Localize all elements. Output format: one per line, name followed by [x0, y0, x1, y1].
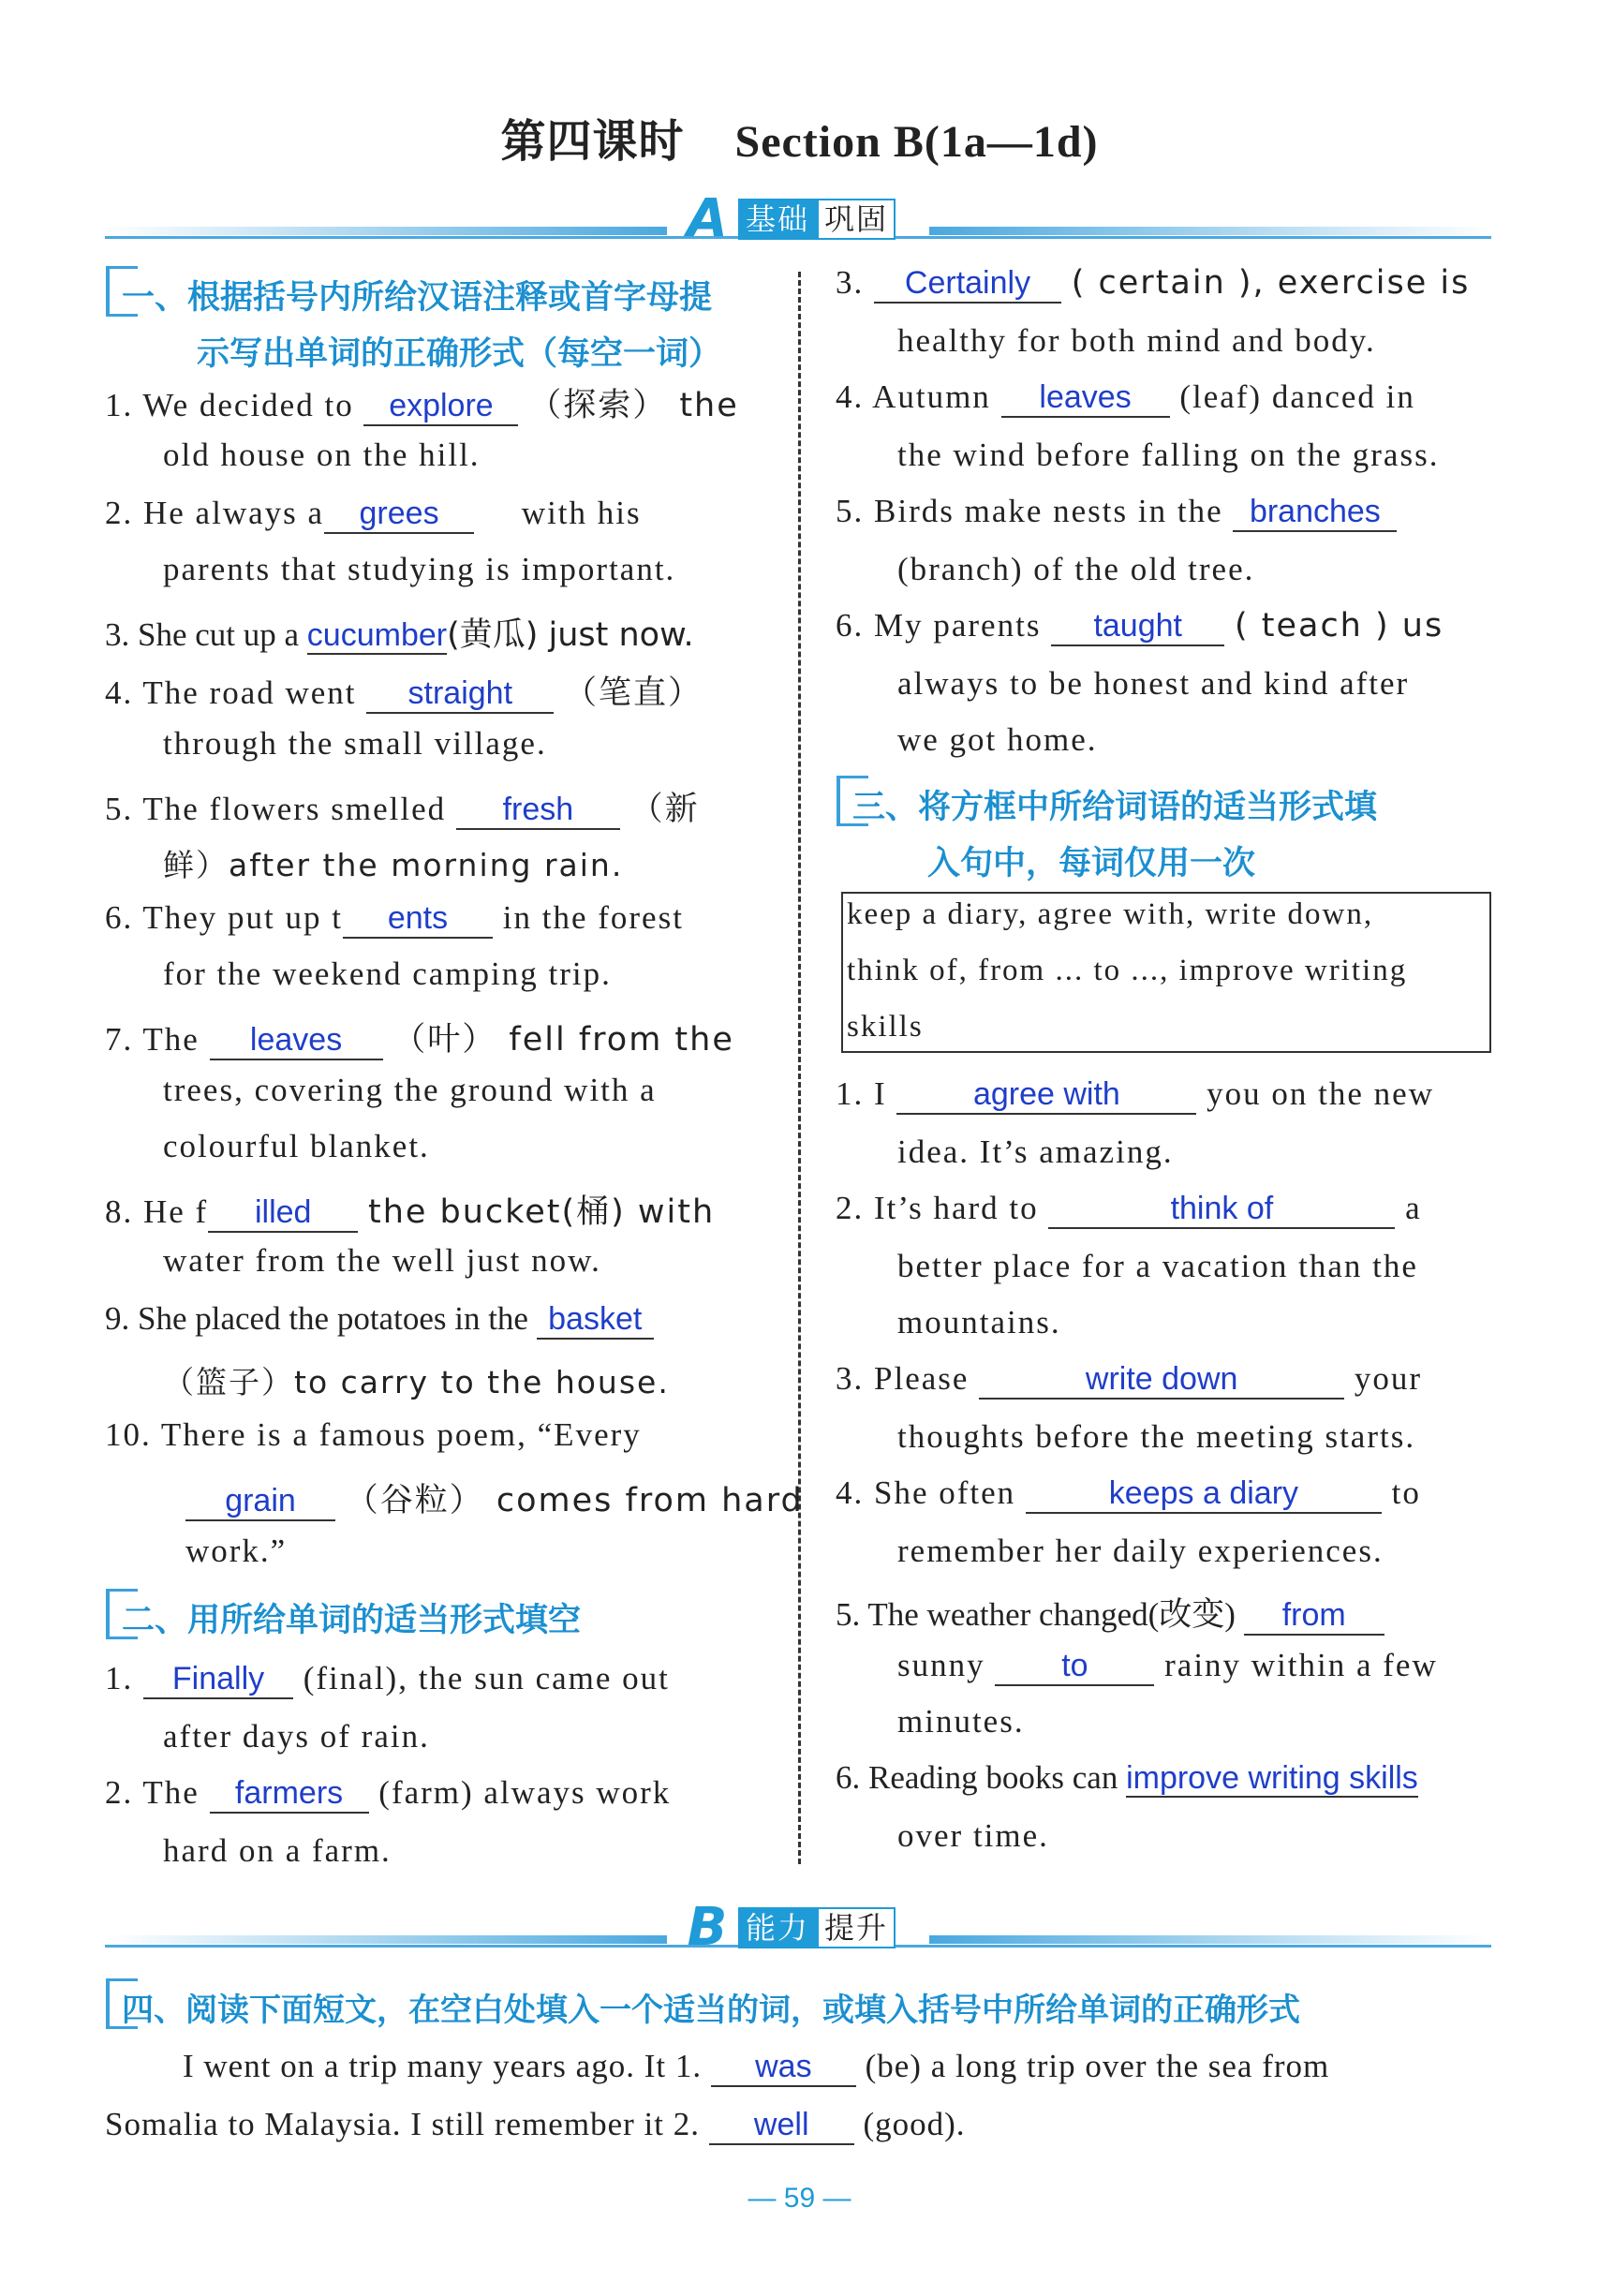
q3-5-cont: sunny to rainy within a few: [897, 1647, 1438, 1686]
q3-5-cont2: minutes.: [897, 1703, 1025, 1740]
q3-2-cont2: mountains.: [897, 1304, 1061, 1341]
band-b-label1: 能力: [738, 1907, 817, 1948]
q2-6-cont2: we got home.: [897, 721, 1098, 758]
page-number: — 59 —: [748, 2183, 851, 2214]
answer: think of: [1170, 1191, 1274, 1226]
answer: Finally: [171, 1661, 265, 1696]
q2-1-cont: after days of rain.: [163, 1718, 430, 1755]
answer: branches: [1249, 494, 1381, 529]
q1-6: 6. They put up t ents in the forest: [105, 899, 684, 939]
answer: grain: [225, 1483, 296, 1518]
section-one-heading-2: 示写出单词的正确形式（每空一词）: [197, 335, 722, 373]
q3-2-cont: better place for a vacation than the: [897, 1248, 1418, 1284]
q1-8-cont: water from the well just now.: [163, 1242, 601, 1279]
q3-1: 1. I agree with you on the new: [836, 1075, 1434, 1115]
band-b-badge: [676, 1897, 896, 1958]
section-three-heading-2: 入句中，每词仅用一次: [927, 845, 1256, 882]
q3-6-cont: over time.: [897, 1817, 1049, 1854]
answer: leaves: [249, 1022, 343, 1058]
q3-3: 3. Please write down your: [836, 1360, 1422, 1400]
q2-2-cont: hard on a farm.: [163, 1832, 392, 1869]
word-bank-line-2: think of, from ... to ..., improve writing: [847, 954, 1408, 987]
q1-10-cont2: work.”: [185, 1533, 288, 1569]
band-b-label2: 提升: [817, 1907, 896, 1948]
q1-8: 8. He f illed the bucket(桶) with: [105, 1193, 716, 1231]
answer: improve writing skills: [1126, 1760, 1418, 1796]
answer: keeps a diary: [1108, 1475, 1299, 1511]
q1-9-cont: （篮子）to carry to the house.: [163, 1364, 670, 1400]
q2-6: 6. My parents taught ( teach ) us: [836, 607, 1444, 644]
section-three-heading: 三、将方框中所给词语的适当形式填: [852, 789, 1378, 826]
q1-5-cont: 鲜）after the morning rain.: [163, 847, 624, 883]
q2-5-cont: (branch) of the old tree.: [897, 551, 1255, 587]
q1-3: 3. She cut up a cucumber(黄瓜) just now.: [105, 616, 694, 654]
answer: was: [755, 2049, 812, 2084]
q2-1: 1. Finally (final), the sun came out: [105, 1660, 670, 1699]
band-a-label2: 巩固: [817, 199, 896, 240]
page-title: [0, 105, 1599, 170]
q1-1: 1. We decided to explore （探索） the: [105, 387, 739, 424]
section-four-heading: 四、阅读下面短文，在空白处填入一个适当的词，或填入括号中所给单词的正确形式: [122, 1992, 1300, 2029]
answer: illed: [254, 1194, 312, 1230]
passage-line-1: I went on a trip many years ago. It 1. was (be) a long trip over the sea from: [183, 2048, 1329, 2087]
q1-4-cont: through the small village.: [163, 725, 547, 762]
q2-5: 5. Birds make nests in the branches: [836, 493, 1397, 532]
q3-6: 6. Reading books can improve writing skills: [836, 1759, 1418, 1796]
section-two-heading: 二、用所给单词的适当形式填空: [122, 1602, 582, 1639]
answer: ents: [387, 900, 449, 936]
q1-7: 7. The leaves （叶） fell from the: [105, 1021, 734, 1059]
answer: farmers: [234, 1775, 344, 1811]
answer: well: [753, 2107, 809, 2142]
word-bank-line-1: keep a diary, agree with, write down,: [847, 897, 1374, 931]
q1-7-cont: trees, covering the ground with a: [163, 1072, 657, 1108]
q1-2: 2. He always a grees with his: [105, 495, 642, 534]
q1-2-cont: parents that studying is important.: [163, 551, 676, 587]
q1-5: 5. The flowers smelled fresh （新: [105, 791, 700, 828]
answer: explore: [389, 388, 494, 423]
answer: taught: [1093, 608, 1182, 644]
word-bank-line-3: skills: [847, 1010, 924, 1044]
column-divider: [798, 272, 801, 1864]
section-one-heading: 一、根据括号内所给汉语注释或首字母提: [122, 279, 713, 317]
band-a-label1: 基础: [738, 199, 817, 240]
answer: grees: [359, 496, 439, 531]
q1-6-cont: for the weekend camping trip.: [163, 955, 612, 992]
q1-10-cont: grain （谷粒） comes from hard: [185, 1474, 804, 1521]
answer: from: [1281, 1597, 1346, 1633]
answer: leaves: [1039, 379, 1132, 415]
q3-3-cont: thoughts before the meeting starts.: [897, 1418, 1416, 1455]
lesson-label: 第四课时: [500, 115, 685, 168]
q3-5: 5. The weather changed(改变) from: [836, 1589, 1384, 1636]
answer: basket: [548, 1301, 643, 1337]
q1-10: 10. There is a famous poem, “Every: [105, 1416, 642, 1453]
answer: agree with: [972, 1076, 1120, 1112]
q2-6-cont: always to be honest and kind after: [897, 665, 1410, 702]
answer: fresh: [502, 792, 574, 827]
q1-9: 9. She placed the potatoes in the basket: [105, 1300, 654, 1340]
passage-line-2: Somalia to Malaysia. I still remember it 2. well (good).: [105, 2106, 966, 2145]
answer: Certainly: [904, 265, 1031, 301]
q3-4-cont: remember her daily experiences.: [897, 1533, 1384, 1569]
q2-4-cont: the wind before falling on the grass.: [897, 437, 1440, 473]
section-label: Section B(1a—1d): [734, 117, 1099, 167]
q2-4: 4. Autumn leaves (leaf) danced in: [836, 378, 1415, 418]
q3-1-cont: idea. It’s amazing.: [897, 1133, 1174, 1170]
q3-4: 4. She often keeps a diary to: [836, 1474, 1421, 1514]
q3-2: 2. It’s hard to think of a: [836, 1190, 1422, 1229]
band-a-badge: [676, 188, 896, 249]
q1-1-cont: old house on the hill.: [163, 437, 481, 473]
q1-7-cont2: colourful blanket.: [163, 1128, 430, 1164]
answer: to: [1061, 1648, 1088, 1683]
band-a-letter: A: [687, 188, 728, 249]
answer: cucumber: [306, 617, 448, 653]
q2-2: 2. The farmers (farm) always work: [105, 1774, 671, 1814]
answer: straight: [407, 675, 513, 711]
band-b-letter: B: [687, 1897, 728, 1958]
answer: write down: [1085, 1361, 1238, 1397]
q2-3-cont: healthy for both mind and body.: [897, 322, 1376, 359]
q1-4: 4. The road went straight （笔直）: [105, 674, 703, 712]
q2-3: 3. Certainly ( certain ), exercise is: [836, 264, 1471, 302]
